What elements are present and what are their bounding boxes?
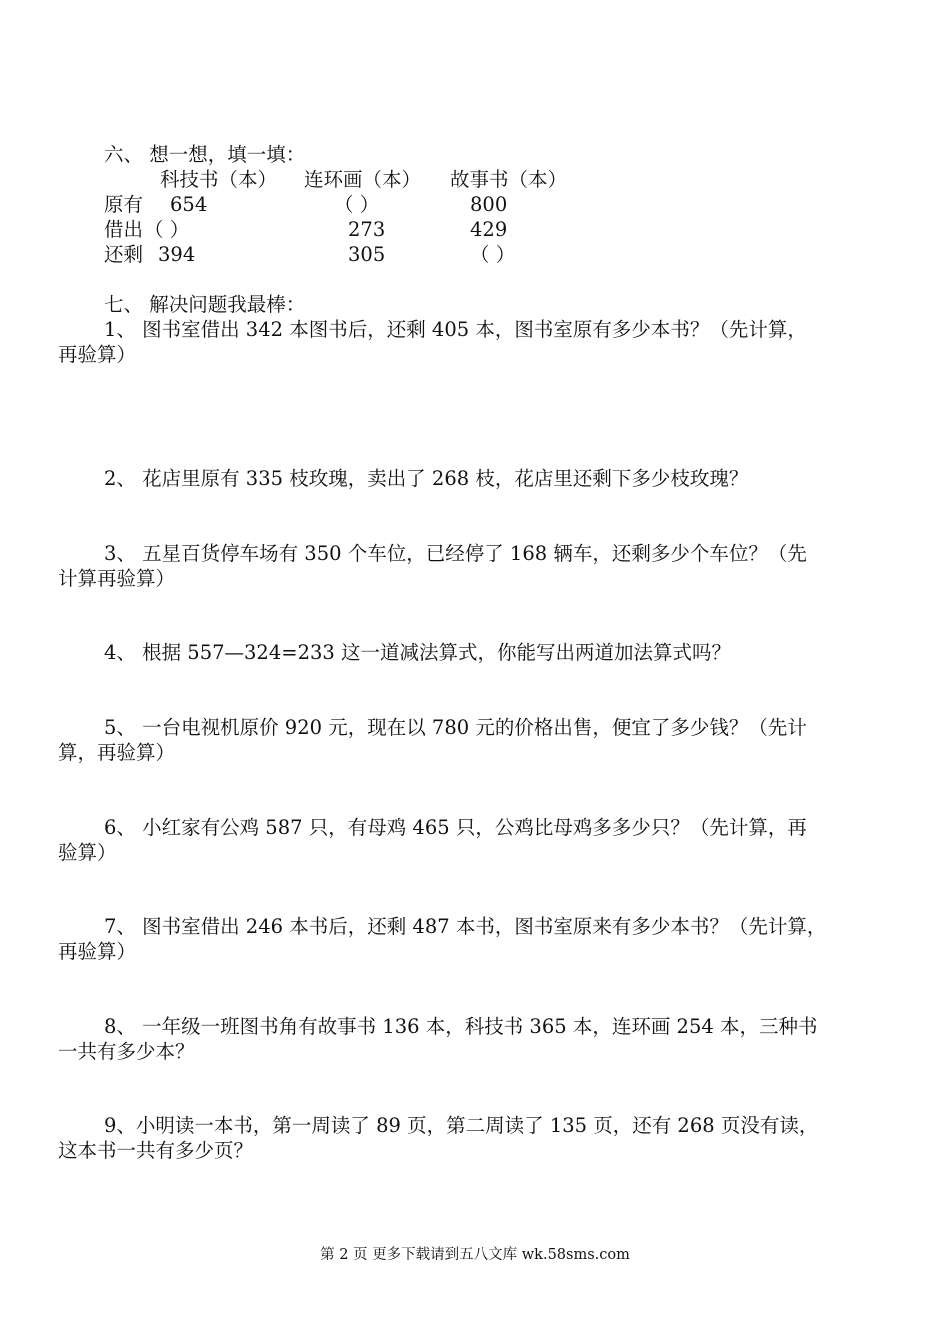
row-label-original: 原有 [104, 193, 144, 216]
section-7-title: 七、 解决问题我最棒： [104, 293, 306, 316]
page-footer: 第 2 页 更多下载请到五八文库 wk.58sms.com [320, 1247, 630, 1263]
cell-borrowed-comic: 273 [348, 218, 386, 241]
problem-9-line-2: 这本书一共有多少页？ [58, 1139, 254, 1162]
problem-8-line-1: 8、 一年级一班图书角有故事书 136 本，科技书 365 本，连环画 254 本，三种书 [104, 1015, 818, 1038]
problem-3-line-2: 计算再验算） [58, 567, 176, 590]
row-label-borrowed: 借出 [104, 218, 144, 241]
row-label-remaining: 还剩 [104, 243, 144, 266]
cell-remaining-comic: 305 [348, 243, 386, 266]
problem-5-line-2: 算，再验算） [58, 741, 176, 764]
problem-1-line-1: 1、 图书室借出 342 本图书后，还剩 405 本，图书室原有多少本书？（先计算， [104, 318, 807, 341]
header-comic-books: 连环画（本） [304, 168, 422, 191]
cell-original-story: 800 [470, 193, 508, 216]
problem-4-line-1: 4、 根据 557—324=233 这一道减法算式，你能写出两道加法算式吗？ [104, 641, 731, 664]
section-6-title: 六、 想一想，填一填： [104, 143, 306, 166]
cell-remaining-science: 394 [158, 243, 196, 266]
problem-6-line-2: 验算） [58, 841, 117, 864]
header-story-books: 故事书（本） [450, 168, 568, 191]
problem-3-line-1: 3、 五星百货停车场有 350 个车位，已经停了 168 辆车，还剩多少个车位？（先 [104, 542, 807, 565]
problem-9-line-1: 9、小明读一本书，第一周读了 89 页，第二周读了 135 页，还有 268 页没有读， [104, 1114, 819, 1137]
problem-2-line-1: 2、 花店里原有 335 枝玫瑰，卖出了 268 枝，花店里还剩下多少枝玫瑰？ [104, 467, 749, 490]
problem-7-line-2: 再验算） [58, 940, 137, 963]
problem-1-line-2: 再验算） [58, 343, 137, 366]
problem-7-line-1: 7、 图书室借出 246 本书后，还剩 487 本书，图书室原来有多少本书？（先计算， [104, 915, 827, 938]
header-science-books: 科技书（本） [160, 168, 278, 191]
problem-5-line-1: 5、 一台电视机原价 920 元，现在以 780 元的价格出售，便宜了多少钱？（先计 [104, 716, 807, 739]
cell-borrowed-science: （ ） [144, 218, 190, 241]
problem-6-line-1: 6、 小红家有公鸡 587 只，有母鸡 465 只，公鸡比母鸡多多少只？（先计算，再 [104, 816, 807, 839]
cell-original-comic: （ ） [334, 193, 380, 216]
cell-original-science: 654 [170, 193, 208, 216]
problem-8-line-2: 一共有多少本？ [58, 1040, 195, 1063]
cell-remaining-story: （ ） [470, 243, 516, 266]
cell-borrowed-story: 429 [470, 218, 508, 241]
